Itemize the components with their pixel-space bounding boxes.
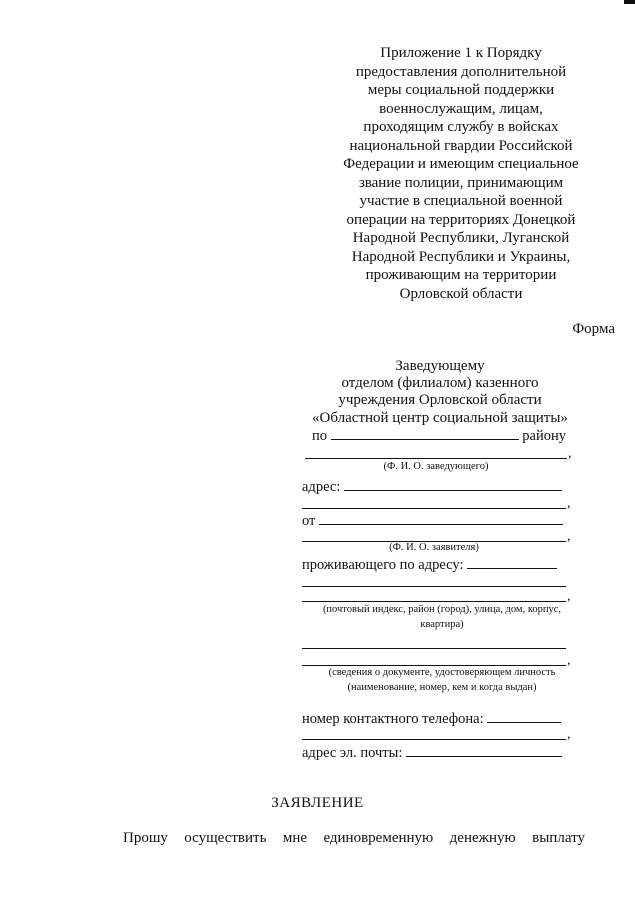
district-row	[312, 427, 566, 445]
residing-field[interactable]	[467, 556, 557, 569]
address-row	[302, 478, 562, 496]
appendix-line: Народной Республики, Луганской	[352, 230, 570, 246]
district-field[interactable]	[331, 427, 519, 440]
head-name-field[interactable]	[305, 458, 567, 459]
address-label: адрес:	[302, 479, 341, 495]
appendix-line: звание полиции, принимающим	[358, 174, 564, 191]
id-doc-field-2[interactable]	[302, 665, 566, 666]
comma: ,	[567, 496, 571, 511]
email-row	[302, 744, 562, 762]
appendix-line: участие в специальной военной	[359, 193, 563, 209]
id-doc-note-line1: (сведения о документе, удостоверяющем личность	[328, 667, 556, 678]
residing-row	[302, 556, 557, 574]
appendix-line: Приложение 1 к Порядку	[380, 45, 542, 61]
email-label: адрес эл. почты:	[302, 745, 403, 761]
recipient-line: Заведующему	[395, 358, 485, 374]
address-field-2[interactable]	[302, 508, 566, 509]
residing-field-3[interactable]	[302, 601, 566, 602]
residing-field-2[interactable]	[302, 586, 566, 587]
appendix-line: Орловской области	[399, 285, 523, 302]
appendix-line: проходящим службу в войсках	[363, 119, 559, 135]
appendix-line: Федерации и имеющим специальное	[343, 156, 579, 172]
comma: ,	[567, 727, 571, 742]
body-word: Прошу	[123, 830, 168, 846]
statement-body	[123, 830, 585, 847]
district-suffix: району	[522, 428, 566, 444]
address-field[interactable]	[344, 478, 562, 491]
applicant-name-note: (Ф. И. О. заявителя)	[389, 542, 479, 553]
email-field[interactable]	[406, 744, 562, 757]
from-label: от	[302, 513, 316, 529]
appendix-line: меры социальной поддержки	[367, 82, 555, 98]
recipient-line: отделом (филиалом) казенного	[341, 375, 539, 392]
appendix-line: проживающим на территории	[365, 267, 557, 283]
form-label: Форма	[572, 321, 615, 337]
body-word: мне	[282, 830, 308, 846]
body-word: денежную	[449, 830, 516, 846]
body-word: единовременную	[323, 830, 434, 846]
district-prefix: по	[312, 428, 328, 444]
appendix-line: операции на территориях Донецкой	[346, 211, 576, 228]
id-doc-field[interactable]	[302, 648, 566, 649]
appendix-line: национальной гвардии Российской	[349, 137, 573, 154]
id-doc-note-line2: (наименование, номер, кем и когда выдан)	[347, 682, 537, 693]
corner-mark	[624, 0, 635, 4]
phone-row	[302, 710, 561, 728]
postal-note-line1: (почтовый индекс, район (город), улица, дом, корпус,	[322, 604, 562, 615]
phone-field[interactable]	[487, 710, 561, 723]
comma: ,	[567, 653, 571, 668]
comma: ,	[567, 589, 571, 604]
appendix-header	[330, 44, 592, 303]
comma: ,	[568, 446, 572, 461]
appendix-line: предоставления дополнительной	[355, 63, 567, 80]
body-word: осуществить	[184, 830, 267, 846]
postal-note-line2: квартира)	[420, 619, 464, 630]
from-row	[302, 512, 563, 530]
head-name-note: (Ф. И. О. заведующего)	[383, 461, 489, 472]
comma: ,	[567, 529, 571, 544]
residing-label: проживающего по адресу:	[302, 557, 464, 573]
recipient-block	[300, 358, 580, 427]
body-word: выплату	[532, 830, 585, 846]
from-field[interactable]	[319, 512, 563, 525]
phone-label: номер контактного телефона:	[302, 711, 484, 727]
appendix-line: Народной Республики и Украины,	[351, 248, 571, 265]
phone-field-2[interactable]	[302, 739, 566, 740]
recipient-line: «Областной центр социальной защиты»	[312, 409, 568, 426]
appendix-line: военнослужащим, лицам,	[379, 100, 543, 117]
recipient-line: учреждения Орловской области	[338, 392, 542, 409]
statement-title: ЗАЯВЛЕНИЕ	[271, 795, 364, 811]
